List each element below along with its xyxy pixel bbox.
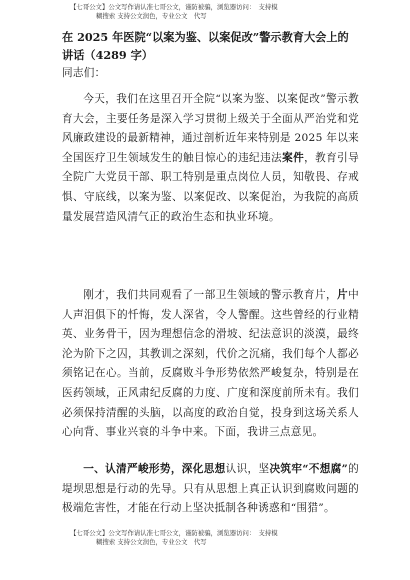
section-heading-1	[62, 460, 359, 519]
header-line-2: 糊搜索 支持公文润色，专业公文 代写	[96, 12, 207, 20]
footer-line-2: 糊搜索 支持公文润色，专业公文 代写	[96, 538, 207, 546]
heading-text-e: 的堤坝思想是行动的先导。只有从思想上真正认识到腐败问题的极端危害性，才能在行动上坚决抵制各种诱惑和“围猎”。	[62, 463, 360, 515]
title-line-1: 在 2025 年医院“以案为鉴、以案促改”警示教育大会上的	[62, 30, 349, 44]
p1-bold-cases: 案件	[282, 151, 305, 164]
paragraph-1	[62, 90, 359, 227]
header-line-1: 【七哥公文】公文写作请认准七哥公文，谨防被骗，浏览器访问： 支持模	[70, 3, 278, 11]
document-title	[62, 28, 362, 64]
p1-text-a: 今天，我们在这里召开全院“以案为鉴、以案促改”警示教育大会，主要任务是深入学习贯彻上级关于全面从严治党和党风廉政建设的最新精神，通过剖析近年来特别是 2025 年以来全国医疗卫生领域发生的触目惊心的违纪违法	[62, 93, 359, 164]
heading-bold-b: 深化思想	[181, 463, 226, 475]
greeting: 同志们：	[62, 67, 106, 79]
p2-text-c: 中人声泪俱下的忏悔，发人深省，令人警醒。这些曾经的行业精英、业务骨干，因为理想信念的滑坡、纪法意识的淡漠，最终沦为阶下之囚，其教训之深刻，代价之沉痛，我们每个人都必须铭记在心。当前，反腐败斗争形势依然严峻复杂，特别是在医药领域，正风肃纪反腐的力度、广度和深度前所未有。我们必须保持清醒的头脑，以高度的政治自觉，投身到这场关系人心向背、事业兴衰的斗争中来。下面，我讲三点意见。	[62, 289, 359, 439]
p2-text-a: 刚才，我们共同观看了一部卫生领域的警示教育片，	[83, 289, 338, 301]
page-header	[70, 3, 278, 21]
page-footer	[70, 529, 278, 547]
heading-text-c: 认识，坚	[225, 463, 270, 475]
heading-bold-a: 一、认清严峻形势，	[83, 463, 182, 475]
heading-bold-d: 决筑牢“不想腐”	[269, 463, 349, 475]
title-line-2: 讲话（4289 字）	[62, 48, 153, 62]
paragraph-2	[62, 286, 359, 443]
p1-text-c: ，教育引导全院广大党员干部、职工特别是重点岗位人员，知敬畏、存戒惧、守底线，以案为鉴、以案促改、以案促治，为我院的高质量发展营造风清气正的政治生态和执业环境。	[62, 151, 360, 223]
p2-bold: 片	[337, 289, 349, 301]
footer-line-1: 【七哥公文】公文写作请认准七哥公文，谨防被骗，浏览器访问： 支持模	[70, 529, 278, 537]
